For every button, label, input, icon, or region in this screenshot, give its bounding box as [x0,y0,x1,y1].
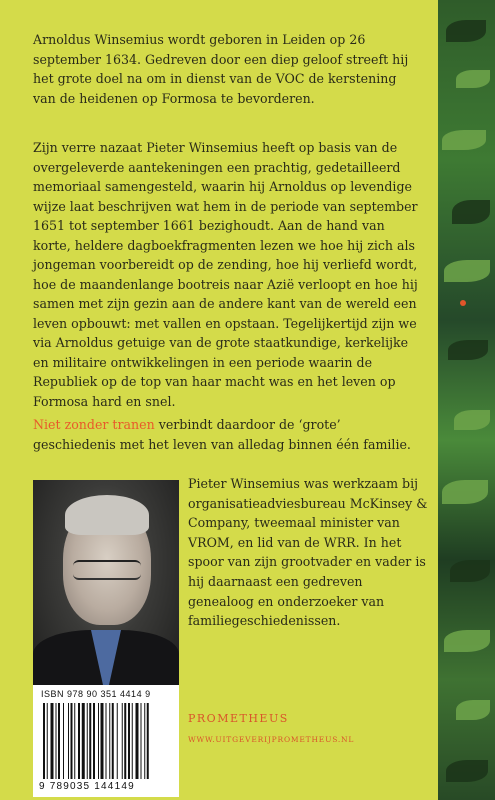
blurb-paragraph-2: Zijn verre nazaat Pieter Winsemius heeft op basis van de overgeleverde aantekeningen een prachtig, gedetailleerd memoriaal samengesteld, waarin hij Arnoldus op levendige wijze laat beschrijven wat hem in de periode van september 1651 tot september 1661 bezighoudt. Aan de hand van korte, heldere dagboekfragmenten lezen we hoe hij zich als jongeman voorbereidt op de zending, hoe hij verliefd wordt, hoe de maandenlange bootreis naar Azië verloopt en hoe hij samen met zijn gezin aan de andere kant van de wereld een leven opbouwt: met vallen en opstaan. Tegelijkertijd zijn we via Arnoldus getuige van de grote staatkundige, kerkelijke en militaire ontwikkelingen in een periode waarin de Republiek op de top van haar macht was en het leven op Formosa hard en snel. [33,140,418,409]
blurb-paragraph-3 [33,415,423,454]
leaf-shape [448,340,488,360]
leaf-shape [450,560,490,582]
barcode-bar [136,703,139,779]
barcode-bar [74,703,75,779]
publisher-logo: PROMETHEUS [188,712,289,725]
author-hair [65,495,149,535]
leaf-shape [454,410,490,430]
publisher-url: WWW.UITGEVERIJPROMETHEUS.NL [188,735,355,744]
bio-text-b: , en lid van de [229,534,324,550]
barcode-bar [43,703,45,779]
blurb-paragraph-1: Arnoldus Winsemius wordt geboren in Leiden op 26 september 1634. Gedreven door een diep geloof streeft hij het grote doel na om in dienst van de VOC de kerstening van de heidenen op Formosa te bevorderen. [33,32,409,106]
berry-shape [460,300,466,306]
leaf-shape [442,480,488,504]
leaf-shape [444,260,490,282]
leaf-shape [442,130,486,150]
bio-text-a: Pieter Winsemius was werkzaam bij organisatieadviesbureau McKinsey & Company, tweemaal minister van [188,476,428,531]
barcode-bar [109,703,110,779]
barcode-bar [101,703,104,779]
isbn-label: ISBN 978 90 351 4414 9 [41,689,151,699]
barcode-digits: 9 789035 144149 [39,781,135,792]
bio-vrom: VROM [188,534,230,550]
barcode-bar [124,703,126,779]
leaf-shape [444,630,490,652]
barcode-bar [68,703,69,779]
barcode-bar [82,703,85,779]
author-bio [188,474,428,631]
barcode-bar [93,703,95,779]
barcode-bar [147,703,149,779]
jungle-illustration-strip [438,0,495,800]
barcode-bar [141,703,142,779]
barcode-bar [98,703,99,779]
barcode-bar [63,703,64,779]
barcode-bar [106,703,107,779]
barcode-bar [132,703,133,779]
barcode-bar [78,703,80,779]
barcode-bar [56,703,57,779]
barcode-bar [47,703,48,779]
bio-text-c: . In het spoor van zijn grootvader en vader is hij daarnaast een gedreven genealoog en onderzoeker van familiegeschiedenissen. [188,534,426,629]
barcode-bar [89,703,91,779]
leaf-shape [456,700,490,720]
barcode-bar [128,703,130,779]
barcode-bar [144,703,145,779]
leaf-shape [446,20,486,42]
barcode-bar [122,703,123,779]
barcode-bar [112,703,114,779]
barcode-bar [71,703,73,779]
barcode-bar [87,703,88,779]
leaf-shape [452,200,490,224]
barcode-box [33,685,179,797]
barcode-bar [58,703,60,779]
leaf-shape [446,760,488,782]
leaf-shape [456,70,490,88]
bio-wrr: WRR [323,534,356,550]
book-title: Niet zonder tranen [33,417,155,432]
author-photo [33,480,179,685]
barcode-bar [51,703,54,779]
blurb-paragraph-3-text: verbindt daardoor de ‘grote’ geschiedenis met het leven van alledag binnen één familie. [33,417,411,452]
author-glasses [73,560,141,580]
barcode-icon [43,703,173,779]
barcode-bar [117,703,118,779]
